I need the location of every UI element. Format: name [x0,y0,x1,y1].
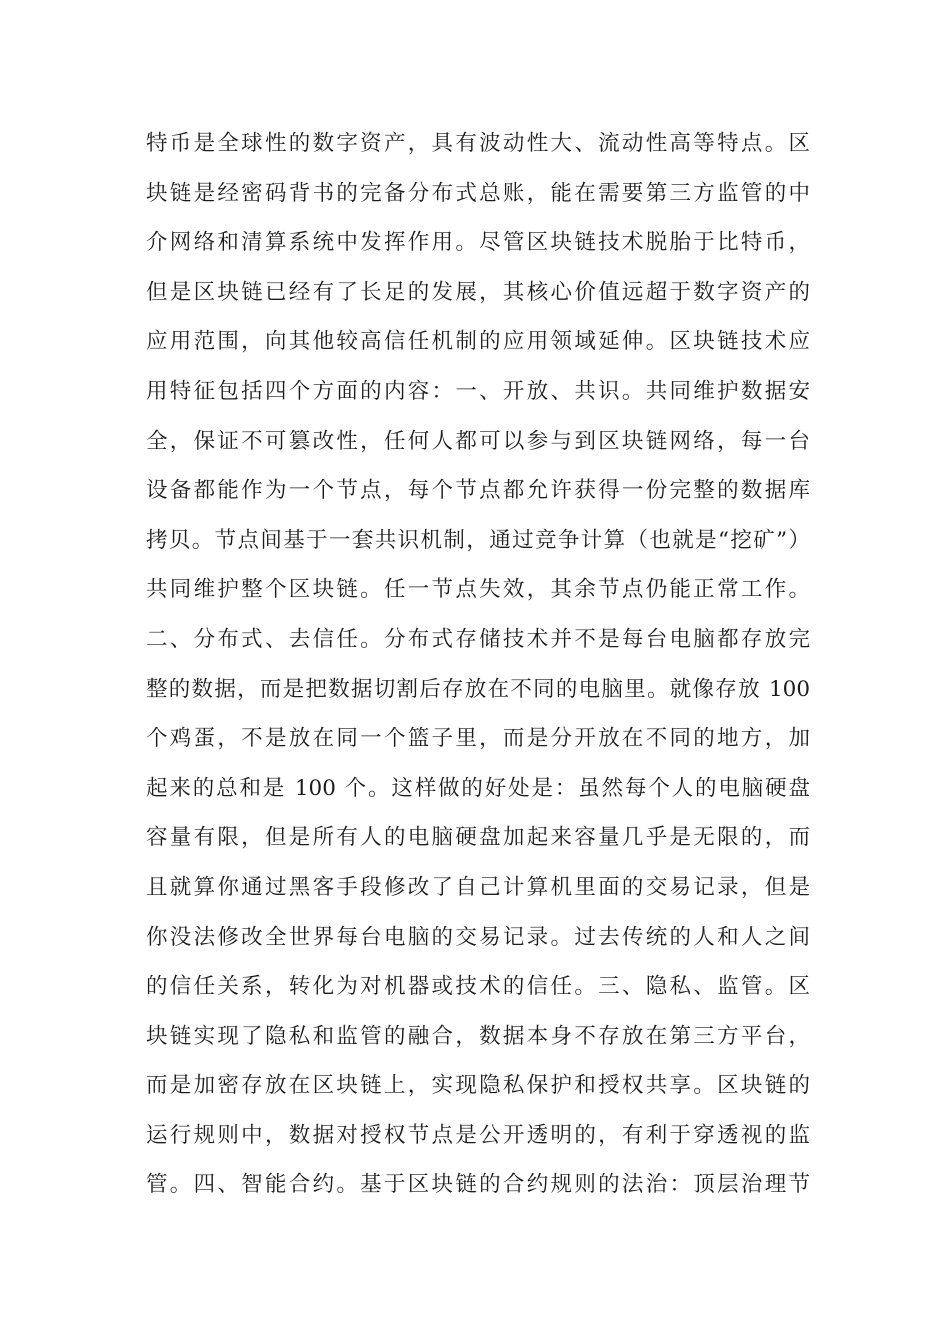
text-line: 而是加密存放在区块链上，实现隐私保护和授权共享。区块链的 [146,1073,810,1099]
text-line: 块链是经密码背书的完备分布式总账，能在需要第三方监管的中 [146,180,810,206]
text-line: 管。四、智能合约。基于区块链的合约规则的法治：顶层治理节 [146,1172,810,1198]
text-line: 但是区块链已经有了长足的发展，其核心价值远超于数字资产的 [146,279,810,305]
text-line: 运行规则中，数据对授权节点是公开透明的，有利于穿透视的监 [146,1122,810,1148]
text-line: 起来的总和是 100 个。这样做的好处是：虽然每个人的电脑硬盘 [146,775,810,801]
text-line: 特币是全球性的数字资产，具有波动性大、流动性高等特点。区 [146,131,810,156]
body-text [146,119,810,1210]
text-line: 设备都能作为一个节点，每个节点都允许获得一份完整的数据库 [146,478,810,504]
text-line: 你没法修改全世界每台电脑的交易记录。过去传统的人和人之间 [146,924,810,950]
text-line: 全，保证不可篡改性，任何人都可以参与到区块链网络，每一台 [146,428,810,454]
text-line: 的信任关系，转化为对机器或技术的信任。三、隐私、监管。区 [146,974,810,1000]
text-line: 且就算你通过黑客手段修改了自己计算机里面的交易记录，但是 [146,874,810,900]
text-line: 应用范围，向其他较高信任机制的应用领域延伸。区块链技术应 [146,329,810,355]
text-line: 共同维护整个区块链。任一节点失效，其余节点仍能正常工作。 [146,577,810,603]
text-line: 整的数据，而是把数据切割后存放在不同的电脑里。就像存放 100 [146,676,810,702]
text-line: 个鸡蛋，不是放在同一个篮子里，而是分开放在不同的地方，加 [146,726,810,752]
text-line: 用特征包括四个方面的内容：一、开放、共识。共同维护数据安 [146,378,810,404]
text-line: 拷贝。节点间基于一套共识机制，通过竞争计算（也就是“挖矿”） [146,527,810,553]
text-line: 介网络和清算系统中发挥作用。尽管区块链技术脱胎于比特币， [146,230,810,256]
text-line: 块链实现了隐私和监管的融合，数据本身不存放在第三方平台， [146,1023,810,1049]
text-line: 二、分布式、去信任。分布式存储技术并不是每台电脑都存放完 [146,626,810,652]
text-line: 容量有限，但是所有人的电脑硬盘加起来容量几乎是无限的，而 [146,825,810,851]
